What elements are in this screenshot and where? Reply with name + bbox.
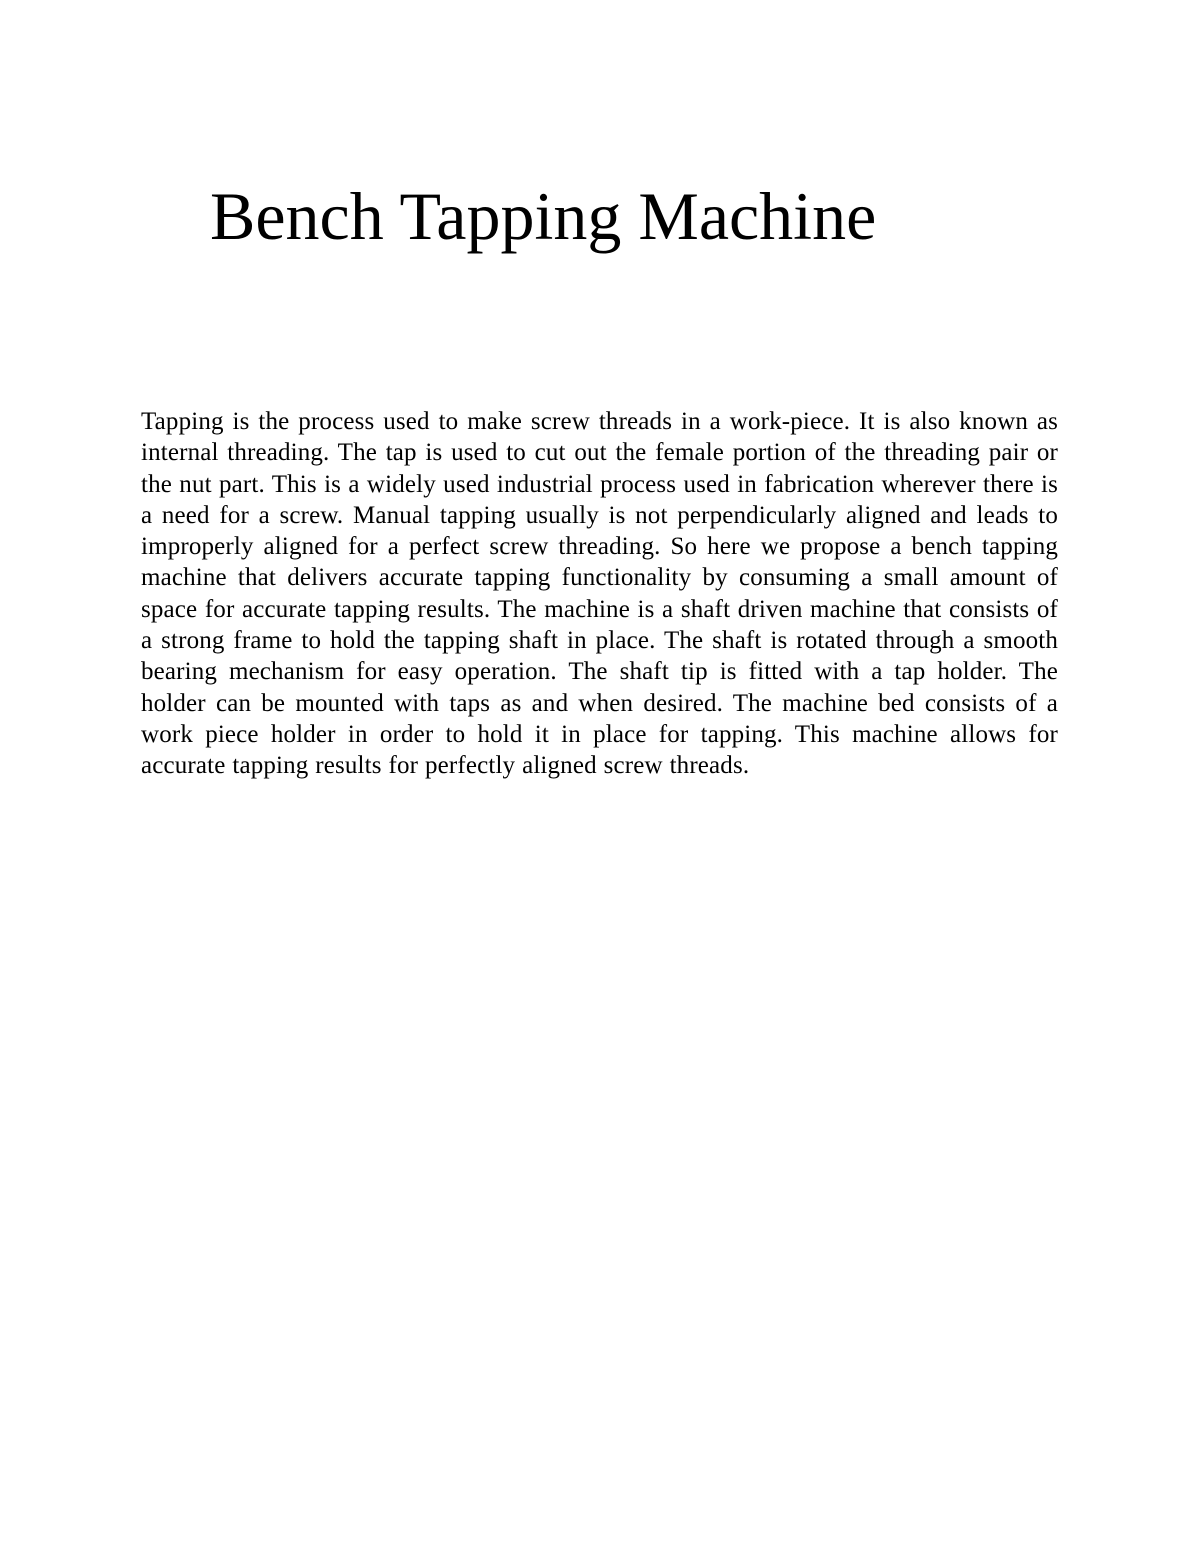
page-title: Bench Tapping Machine [210,178,877,254]
body-paragraph: Tapping is the process used to make screw threads in a work-piece. It is also known as internal threading. The tap is used to cut out the female portion of the threading pair or the nut part. This is a widely used industrial process used in fabrication wherever there is a need for a screw. Manual tapping usually is not perpendicularly aligned and leads to improperly aligned for a perfect screw threading. So here we propose a bench tapping machine that delivers accurate tapping functionality by consuming a small amount of space for accurate tapping results. The machine is a shaft driven machine that consists of a strong frame to hold the tapping shaft in place. The shaft is rotated through a smooth bearing mechanism for easy operation. The shaft tip is fitted with a tap holder. The holder can be mounted with taps as and when desired. The machine bed consists of a work piece holder in order to hold it in place for tapping. This machine allows for accurate tapping results for perfectly aligned screw threads. [141,408,1058,780]
